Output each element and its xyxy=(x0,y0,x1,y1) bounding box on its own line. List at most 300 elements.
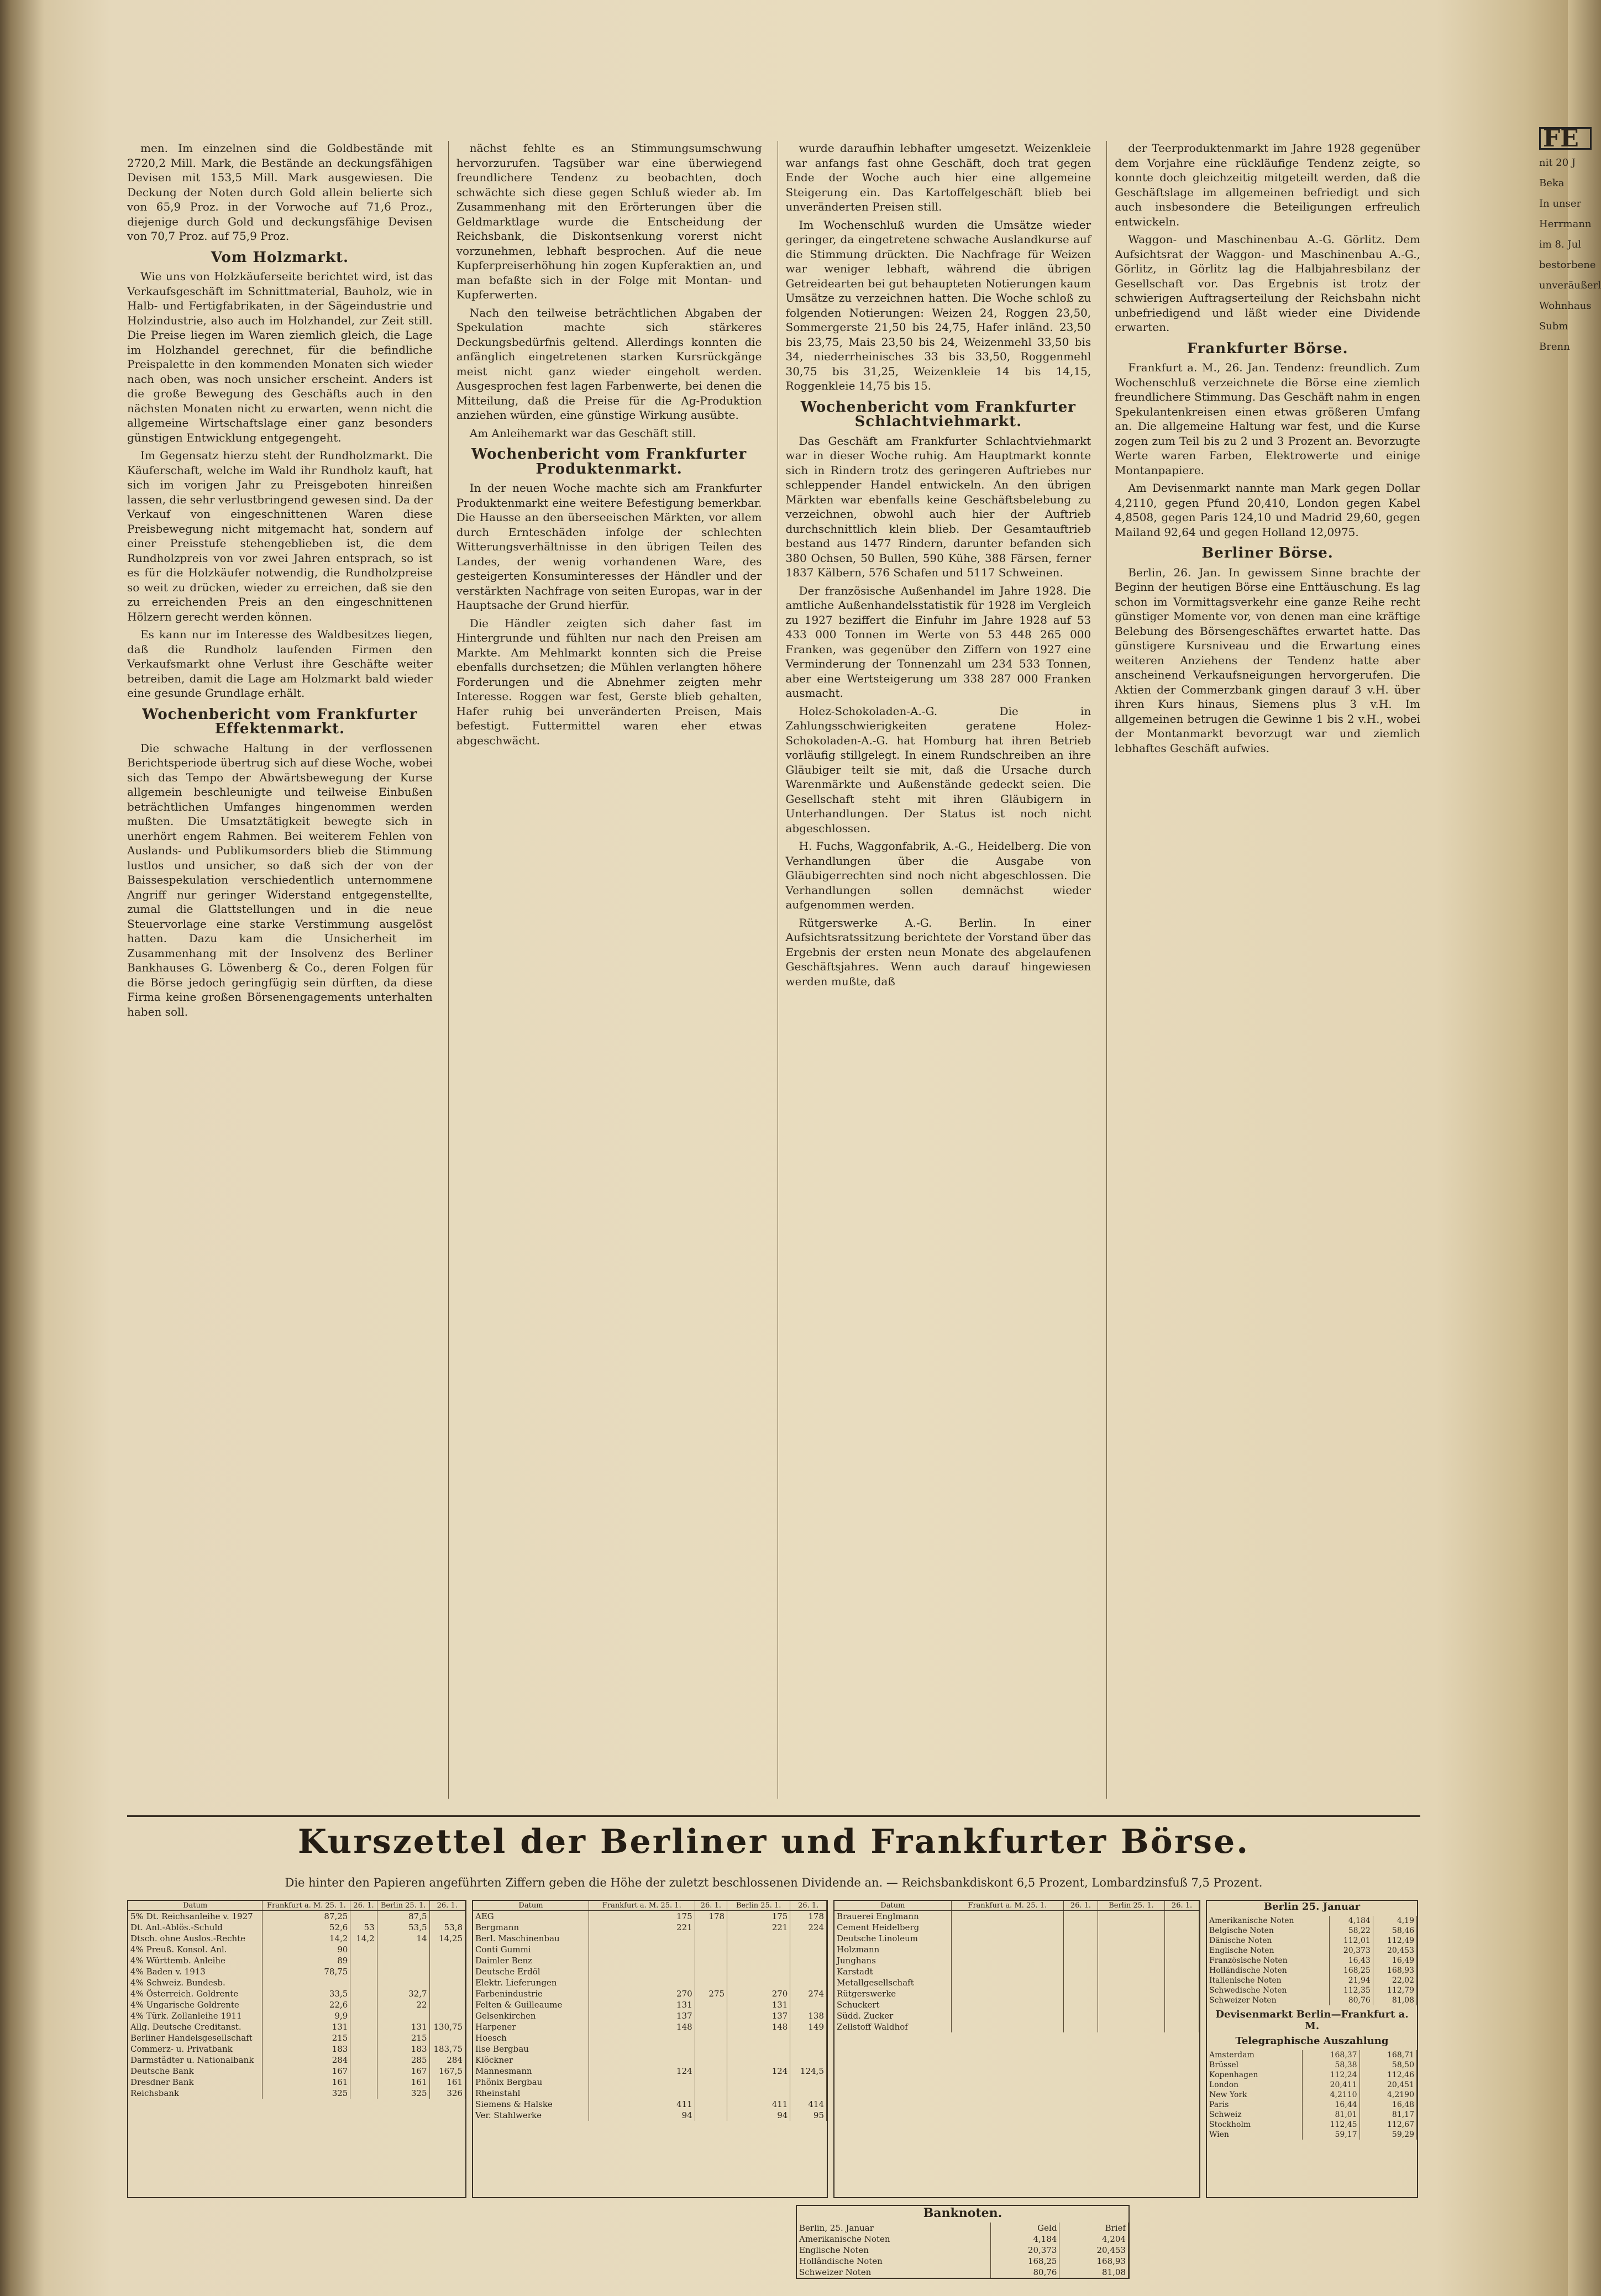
quote-cell: 16,48 xyxy=(1359,2100,1416,2110)
security-name: Holländische Noten xyxy=(1207,1966,1329,1975)
table-row xyxy=(128,2021,465,2032)
quote-cell xyxy=(790,1933,827,1944)
quote-cell: 161 xyxy=(263,2077,350,2088)
quote-cell: 21,94 xyxy=(1329,1975,1373,1985)
quote-cell xyxy=(1063,2010,1098,2021)
security-name: Felten & Guilleaume xyxy=(473,1999,589,2010)
quote-cell xyxy=(350,1955,377,1966)
security-name: Conti Gummi xyxy=(473,1944,589,1955)
quote-cell: 168,93 xyxy=(1373,1966,1416,1975)
quote-cell xyxy=(589,1955,695,1966)
paragraph: Rütgerswerke A.-G. Berlin. In einer Aufsichtsratssitzung berichtete der Vorstand über das Ergebnis der ersten neun Monate des abgelaufenen Geschäftsjahres. Wenn auch darauf hingewiesen werden mußte, daß xyxy=(785,916,1091,988)
security-name: Elektr. Lieferungen xyxy=(473,1977,589,1988)
strip-text: bestorbene xyxy=(1539,259,1596,271)
quote-cell: 20,411 xyxy=(1303,2080,1359,2090)
quote-cell xyxy=(350,2055,377,2066)
quote-cell xyxy=(429,2010,465,2021)
quote-cell xyxy=(350,1944,377,1955)
quote-cell xyxy=(790,1944,827,1955)
paragraph: Wie uns von Holzkäuferseite berichtet wird, ist das Verkaufsgeschäft im Schnittmaterial, Bauholz, wie in Halb- und Fertigfabrikaten, in der Sägeindustrie und Holzindustrie, also auch im Holzhandel, zur Zeit still. Die Preise liegen im Waren ziemlich gleich, die Lage im Holzhandel gerechnet, für die befindliche Preispalette in den kommenden Monaten sich wieder nach oben, was noch unsicher erscheint. Anders ist die große Bewegung des Geschäfts auch in den nächsten Monaten nicht zu erwarten, wenn nicht die allgemeine Wirtschaftslage einer ganz besonders günstigen Entwicklung entgegengeht. xyxy=(127,270,433,444)
security-name: 4% Österreich. Goldrente xyxy=(128,1988,263,1999)
quote-cell xyxy=(429,1955,465,1966)
table-row xyxy=(473,2055,827,2066)
market-title: Kurszettel der Berliner und Frankfurter Börse. xyxy=(297,1822,1250,1861)
quote-cell xyxy=(1098,1922,1164,1933)
quote-cell xyxy=(589,2043,695,2055)
quote-cell: 58,38 xyxy=(1303,2060,1359,2070)
quote-cell xyxy=(951,1922,1063,1933)
heading-produktenmarkt: Wochenbericht vom Frankfurter Produktenmarkt. xyxy=(471,446,747,477)
quote-cell xyxy=(951,1977,1063,1988)
security-name: Schwedische Noten xyxy=(1207,1985,1329,1995)
quote-cell xyxy=(377,1955,429,1966)
quote-cell: 178 xyxy=(790,1911,827,1922)
quote-table-1 xyxy=(127,1900,466,2198)
security-name: Paris xyxy=(1207,2100,1303,2110)
exchange-row xyxy=(1207,2070,1417,2080)
quote-cell: 270 xyxy=(727,1988,790,1999)
quote-cell xyxy=(1098,1966,1164,1977)
exchange-row xyxy=(1207,1916,1417,1926)
quote-cell: 112,67 xyxy=(1359,2120,1416,2130)
banknote-row xyxy=(797,2267,1128,2278)
quote-cell: 59,29 xyxy=(1359,2130,1416,2140)
quote-cell: 89 xyxy=(263,1955,350,1966)
security-name: Klöckner xyxy=(473,2055,589,2066)
quote-cell: 14 xyxy=(377,1933,429,1944)
column-header: Berlin 25. 1. xyxy=(727,1901,790,1911)
quote-cell xyxy=(350,1999,377,2010)
quote-cell xyxy=(1098,1944,1164,1955)
strip-text: Beka xyxy=(1539,177,1565,189)
quote-cell xyxy=(695,1999,727,2010)
quote-cell: 411 xyxy=(727,2099,790,2110)
table-row xyxy=(128,2010,465,2021)
paragraph: Nach den teilweise beträchtlichen Abgaben der Spekulation machte sich stärkeres Deckungsbedürfnis geltend. Allerdings konnten die anfänglich eingetretenen starken Kursrückgänge meist nicht ganz wieder eingeholt werden. Ausgesprochen fest lagen Farbenwerte, bei denen die Mitteilung, daß die Preise für die Ag-Produktion anziehen würden, eine günstige Wirkung ausübte. xyxy=(456,306,762,422)
paragraph: Im Wochenschluß wurden die Umsätze wieder geringer, da eingetretene schwache Auslandkurse auf die Stimmung drückten. Die Nachfrage für Weizen war weniger lebhaft, während die übrigen Getreidearten bei gut behaupteten Notierungen kaum Umsätze zu verzeichnen hatten. Die Woche schloß zu folgenden Notierungen: Weizen 24, Roggen 23,50, Sommergerste 21,50 bis 24,75, Hafer inländ. 23,50 bis 23,75, Mais 23,50 bis 24, Weizenmehl 33,50 bis 34, niederrheinisches 33 bis 33,50, Roggenmehl 30,75 bis 31,25, Weizenkleie 14 bis 14,15, Roggenkleie 14,75 bis 15. xyxy=(785,218,1091,392)
quote-cell xyxy=(727,1933,790,1944)
quote-cell: 4,2110 xyxy=(1303,2090,1359,2100)
quote-cell xyxy=(1098,1999,1164,2010)
quote-cell xyxy=(695,2088,727,2099)
paragraph: Berlin, 26. Jan. In gewissem Sinne brachte der Beginn der heutigen Börse eine Enttäuschung. Es lag schon im Vormittagsverkehr eine ganze Reihe recht günstiger Momente vor, von denen man eine kräftige Belebung des Börsengeschäftes erwartet hatte. Das günstigere Kursniveau und die Erwartung eines weiteren Anziehens der Tendenz hatte aber anscheinend Verkaufsneigungen hervorgerufen. Die Aktien der Commerzbank gingen darauf 3 v.H. über ihren Kurs hinaus, Siemens plus 3 v.H. Im allgemeinen betrugen die Gewinne 1 bis 2 v.H., wobei der Montanmarkt bevorzugt war und ziemlich lebhaftes Geschäft aufwies. xyxy=(1115,565,1420,755)
security-name: Zellstoff Waldhof xyxy=(834,2021,951,2032)
security-name: Metallgesellschaft xyxy=(834,1977,951,1988)
column-header: 26. 1. xyxy=(790,1901,827,1911)
quote-cell xyxy=(350,2010,377,2021)
table-row xyxy=(834,1911,1199,1922)
quote-cell: 124 xyxy=(727,2066,790,2077)
quote-cell: 124,5 xyxy=(790,2066,827,2077)
quote-cell: 168,25 xyxy=(990,2256,1059,2267)
quote-cell: 53,5 xyxy=(377,1922,429,1933)
quote-cell: 90 xyxy=(263,1944,350,1955)
table-row xyxy=(473,1966,827,1977)
table-row xyxy=(834,1933,1199,1944)
column-header: Frankfurt a. M. 25. 1. xyxy=(951,1901,1063,1911)
quote-cell: 178 xyxy=(695,1911,727,1922)
quote-cell xyxy=(951,1966,1063,1977)
security-name: Holländische Noten xyxy=(797,2256,990,2267)
quote-cell: 149 xyxy=(790,2021,827,2032)
security-name: Schweizer Noten xyxy=(797,2267,990,2278)
quote-cell xyxy=(790,2088,827,2099)
security-name: Schweiz xyxy=(1207,2110,1303,2120)
quote-cell xyxy=(695,1922,727,1933)
paragraph: Im Gegensatz hierzu steht der Rundholzmarkt. Die Käuferschaft, welche im Wald ihr Rundholz kauft, hat sich im vorigen Jahr zu Preisgeboten hinreißen lassen, die sehr verlustbringend gewesen sind. Da der Verkauf von eingeschnittenen Waren diese Preisbewegung nicht mitgemacht hat, sondern auf einer Preisstufe stehengeblieben ist, die dem Rundholzpreis von vor zwei Jahren entsprach, so ist es für die Holzkäufer notwendig, die Rundholzpreise so weit zu drücken, wieder zu erreichen, daß sie den zu erreichenden Preis an den eingeschnittenen Hölzern gerecht werden können. xyxy=(127,449,433,623)
paragraph: Die Händler zeigten sich daher fast im Hintergrunde und fühlten nur nach den Preisen am Markte. Am Mehlmarkt konnten sich die Preise ebenfalls durchsetzen; die Mühlen verlangten höhere Forderungen und die Abnehmer zeigten mehr Interesse. Roggen war fest, Gerste blieb gehalten, Hafer ruhig bei unveränderten Preisen, Mais befestigt. Futtermittel waren eher etwas abgeschwächt. xyxy=(456,616,762,747)
security-name: 4% Schweiz. Bundesb. xyxy=(128,1977,263,1988)
security-name: Dtsch. ohne Auslos.-Rechte xyxy=(128,1933,263,1944)
column-4 xyxy=(1106,141,1420,1799)
quote-cell xyxy=(1098,1911,1164,1922)
exchange-row xyxy=(1207,1995,1417,2005)
quote-cell xyxy=(790,1966,827,1977)
security-name: 4% Württemb. Anleihe xyxy=(128,1955,263,1966)
quote-cell xyxy=(589,2032,695,2043)
column-header: 26. 1. xyxy=(695,1901,727,1911)
quote-cell xyxy=(429,1966,465,1977)
table-row xyxy=(473,1933,827,1944)
sidebar-caption: Telegraphische Auszahlung xyxy=(1235,2035,1389,2047)
security-name: 4% Baden v. 1913 xyxy=(128,1966,263,1977)
quote-cell xyxy=(1063,1933,1098,1944)
table-row xyxy=(473,2032,827,2043)
column-header: 26. 1. xyxy=(350,1901,377,1911)
quote-cell xyxy=(951,2010,1063,2021)
table-row xyxy=(473,2066,827,2077)
quote-cell: 137 xyxy=(727,2010,790,2021)
quote-cell xyxy=(1098,1977,1164,1988)
quote-cell xyxy=(589,1977,695,1988)
quote-cell xyxy=(1063,1966,1098,1977)
quote-cell xyxy=(429,1988,465,1999)
quote-cell: 59,17 xyxy=(1303,2130,1359,2140)
security-name: 4% Preuß. Konsol. Anl. xyxy=(128,1944,263,1955)
column-header: Datum xyxy=(128,1901,263,1911)
quote-cell xyxy=(695,1955,727,1966)
quote-cell xyxy=(1063,1988,1098,1999)
quote-cell xyxy=(727,1977,790,1988)
strip-text: im 8. Jul xyxy=(1539,239,1582,250)
security-name: Amsterdam xyxy=(1207,2050,1303,2060)
quote-cell: 81,17 xyxy=(1359,2110,1416,2120)
exchange-row xyxy=(1207,1956,1417,1966)
table-row xyxy=(473,1999,827,2010)
quote-cell: 81,08 xyxy=(1373,1995,1416,2005)
quote-cell: 16,43 xyxy=(1329,1956,1373,1966)
quote-cell xyxy=(1063,2021,1098,2032)
security-name: Farbenindustrie xyxy=(473,1988,589,1999)
security-name: Ver. Stahlwerke xyxy=(473,2110,589,2121)
quote-cell xyxy=(695,2066,727,2077)
quote-cell: 131 xyxy=(377,2021,429,2032)
quote-cell xyxy=(589,2077,695,2088)
security-name: Amerikanische Noten xyxy=(797,2234,990,2245)
quote-cell: 168,71 xyxy=(1359,2050,1416,2060)
security-name: Holzmann xyxy=(834,1944,951,1955)
banknotes-caption: Banknoten. xyxy=(923,2206,1002,2220)
table-row xyxy=(128,1988,465,1999)
paragraph: Die schwache Haltung in der verflossenen Berichtsperiode übertrug sich auf diese Woche, wobei sich das Tempo der Abwärtsbewegung der Kurse allgemein beschleunigte und teilweise Einbußen beträchtlichen Umfanges hingenommen werden mußten. Die Umsatztätigkeit bewegte sich in unerhört engem Rahmen. Bei weiterem Fehlen von Auslands- und Publikumsorders blieb die Stimmung lustlos und unsicher, so daß sich der von der Baissespekulation verschiedentlich unternommene Angriff nur geringer Widerstand entgegenstellte, zumal die Glattstellungen und in die neue Steuervorlage eine starke Verstimmung ausgelöst hatten. Dazu kam die Unsicherheit im Zusammenhang mit der Insolvenz des Berliner Bankhauses G. Löwenberg & Co., deren Folgen für die Börse jedoch geringfügig sein dürften, da diese Firma keine großen Börsenengagements unterhalten haben soll. xyxy=(127,741,433,1018)
column-1 xyxy=(127,141,433,1799)
quote-cell xyxy=(1165,1933,1199,1944)
security-name: Cement Heidelberg xyxy=(834,1922,951,1933)
quote-cell: 81,01 xyxy=(1303,2110,1359,2120)
quote-cell: 58,46 xyxy=(1373,1926,1416,1936)
quote-cell: 284 xyxy=(263,2055,350,2066)
quote-cell xyxy=(1165,1977,1199,1988)
security-name: Ilse Bergbau xyxy=(473,2043,589,2055)
quote-cell xyxy=(790,2032,827,2043)
security-name: Kopenhagen xyxy=(1207,2070,1303,2080)
quote-cell xyxy=(1165,2021,1199,2032)
heading-frankfurter-boerse: Frankfurter Börse. xyxy=(1187,340,1348,357)
security-name: Darmstädter u. Nationalbank xyxy=(128,2055,263,2066)
quote-cell xyxy=(377,1977,429,1988)
exchange-row xyxy=(1207,1975,1417,1985)
quote-cell: 148 xyxy=(727,2021,790,2032)
quote-cell: 274 xyxy=(790,1988,827,1999)
quote-cell xyxy=(350,2066,377,2077)
security-name: Berl. Maschinenbau xyxy=(473,1933,589,1944)
quote-cell: 414 xyxy=(790,2099,827,2110)
exchange-row xyxy=(1207,1966,1417,1975)
quote-cell: 20,451 xyxy=(1359,2080,1416,2090)
security-name: Stockholm xyxy=(1207,2120,1303,2130)
strip-text: nit 20 J xyxy=(1539,157,1576,169)
table-row xyxy=(128,1944,465,1955)
paragraph: In der neuen Woche machte sich am Frankfurter Produktenmarkt eine weitere Befestigung bemerkbar. Die Hausse an den überseeischen Märkten, vor allem durch Ernteschäden infolge der schlechten Witterungsverhältnisse in den übrigen Teilen des Landes, der wenig vorhandenen Ware, des gesteigerten Konsuminteresses der Händler und der verstärkten Nachfrage von seiten Europas, war in der Hauptsache der Grund hierfür. xyxy=(456,481,762,612)
quote-cell xyxy=(429,1999,465,2010)
quote-cell xyxy=(377,1944,429,1955)
quote-cell xyxy=(695,2010,727,2021)
column-header: Berlin 25. 1. xyxy=(377,1901,429,1911)
table-row xyxy=(473,2110,827,2121)
quote-cell: 14,2 xyxy=(263,1933,350,1944)
exchange-row xyxy=(1207,1985,1417,1995)
quote-cell xyxy=(1063,1922,1098,1933)
quote-cell: 20,453 xyxy=(1373,1946,1416,1956)
quote-cell: 167 xyxy=(377,2066,429,2077)
table-row xyxy=(128,2043,465,2055)
table-row xyxy=(834,1988,1199,1999)
table-row xyxy=(834,1977,1199,1988)
paragraph: Frankfurt a. M., 26. Jan. Tendenz: freundlich. Zum Wochenschluß verzeichnete die Börse eine ziemlich freundlichere Stimmung. Das Geschäft nahm in engen Spekulantenkreisen einen etwas größeren Umfang an. Die allgemeine Haltung war fest, und die Kurse zogen zum Teil bis zu 2 und 3 Prozent an. Bevorzugte Werte waren Farben, Elektrowerte und einige Montanpapiere. xyxy=(1115,361,1420,477)
quote-cell xyxy=(1063,1999,1098,2010)
quote-cell: 175 xyxy=(727,1911,790,1922)
article-columns xyxy=(127,141,1420,1799)
exchange-row xyxy=(1207,2080,1417,2090)
table-row xyxy=(834,2010,1199,2021)
quote-cell xyxy=(951,1999,1063,2010)
column-3 xyxy=(778,141,1091,1799)
quote-cell: Brief xyxy=(1059,2223,1128,2234)
quote-cell: 167,5 xyxy=(429,2066,465,2077)
sidebar-caption: Devisenmarkt Berlin—Frankfurt a. M. xyxy=(1215,2009,1409,2032)
quote-cell xyxy=(1098,2010,1164,2021)
quote-cell xyxy=(350,1911,377,1922)
table-row xyxy=(128,1955,465,1966)
table-row xyxy=(834,1944,1199,1955)
quote-cell xyxy=(1165,2010,1199,2021)
table-row xyxy=(473,2010,827,2021)
quote-cell xyxy=(350,2077,377,2088)
exchange-row xyxy=(1207,1926,1417,1936)
paragraph: Am Devisenmarkt nannte man Mark gegen Dollar 4,2110, gegen Pfund 20,410, London gegen Kabel 4,8508, gegen Paris 124,10 und Madrid 29,60, gegen Mailand 92,64 und gegen Holland 12,0975. xyxy=(1115,481,1420,539)
quote-cell xyxy=(589,1933,695,1944)
banknote-row xyxy=(797,2223,1128,2234)
quote-cell xyxy=(727,2055,790,2066)
quote-cell xyxy=(951,1955,1063,1966)
quote-cell: 52,6 xyxy=(263,1922,350,1933)
column-header: 26. 1. xyxy=(1063,1901,1098,1911)
quote-cell: 112,79 xyxy=(1373,1985,1416,1995)
security-name: Rütgerswerke xyxy=(834,1988,951,1999)
quote-cell xyxy=(589,1966,695,1977)
quote-cell xyxy=(1165,1911,1199,1922)
quote-cell xyxy=(727,2077,790,2088)
quote-cell: 183 xyxy=(377,2043,429,2055)
quote-cell xyxy=(695,1966,727,1977)
quote-cell xyxy=(589,1944,695,1955)
paragraph: men. Im einzelnen sind die Goldbestände mit 2720,2 Mill. Mark, die Bestände an deckungsfähigen Devisen mit 153,5 Mill. Mark ausgewiesen. Die Deckung der Noten durch Gold allein belierte sich von 65,9 Proz. in der Vorwoche auf 71,6 Proz., diejenige durch Gold und deckungsfähige Devisen von 70,7 Proz. auf 75,9 Proz. xyxy=(127,141,433,243)
quote-cell xyxy=(1165,1988,1199,1999)
paragraph: Das Geschäft am Frankfurter Schlachtviehmarkt war in dieser Woche ruhig. Am Hauptmarkt konnte sich in Rindern trotz des geringeren Auftriebes nur schleppender Handel entwickeln. An den übrigen Märkten war ebenfalls keine Geschäftsbelebung zu verzeichnen, obwohl auch hier der Auftrieb durchschnittlich klein blieb. Der Gesamtauftrieb bestand aus 1477 Rindern, darunter befanden sich 380 Ochsen, 50 Bullen, 590 Kühe, 388 Färsen, ferner 1837 Kälbern, 576 Schafen und 5117 Schweinen. xyxy=(785,434,1091,579)
quote-cell: 168,25 xyxy=(1329,1966,1373,1975)
quote-cell: 215 xyxy=(263,2032,350,2043)
strip-text: Wohnhaus xyxy=(1539,300,1592,312)
quote-cell: 20,453 xyxy=(1059,2245,1128,2256)
paragraph: wurde daraufhin lebhafter umgesetzt. Weizenkleie war anfangs fast ohne Geschäft, doch trat gegen Ende der Woche auch hier eine allgemeine Steigerung ein. Das Kartoffelgeschäft blieb bei unveränderten Preisen still. xyxy=(785,141,1091,213)
quote-cell xyxy=(350,1966,377,1977)
quote-cell xyxy=(1063,1944,1098,1955)
table-row xyxy=(473,2043,827,2055)
table-row xyxy=(473,2088,827,2099)
quote-cell xyxy=(951,1944,1063,1955)
quote-cell: 326 xyxy=(429,2088,465,2099)
security-name: Brauerei Englmann xyxy=(834,1911,951,1922)
quote-cell: 325 xyxy=(263,2088,350,2099)
security-name: Wien xyxy=(1207,2130,1303,2140)
security-name: Deutsche Erdöl xyxy=(473,1966,589,1977)
quote-cell xyxy=(1165,1999,1199,2010)
quote-cell xyxy=(695,1933,727,1944)
quote-cell xyxy=(1098,1988,1164,1999)
table-row xyxy=(473,1955,827,1966)
quote-cell xyxy=(695,2110,727,2121)
quote-cell xyxy=(1165,1966,1199,1977)
strip-text: unveräußerl xyxy=(1539,280,1601,291)
quote-cell: 4,184 xyxy=(990,2234,1059,2245)
quote-cell: 183 xyxy=(263,2043,350,2055)
security-name: 4% Türk. Zollanleihe 1911 xyxy=(128,2010,263,2021)
banknote-row xyxy=(797,2256,1128,2267)
quote-cell xyxy=(350,2032,377,2043)
quote-cell: 161 xyxy=(377,2077,429,2088)
security-name: Belgische Noten xyxy=(1207,1926,1329,1936)
quote-cell xyxy=(429,1977,465,1988)
quote-cell xyxy=(695,2099,727,2110)
table-row xyxy=(834,1966,1199,1977)
quote-cell: 221 xyxy=(589,1922,695,1933)
quote-cell xyxy=(695,2043,727,2055)
quote-cell xyxy=(790,2043,827,2055)
quote-cell: 4,19 xyxy=(1373,1916,1416,1926)
quote-cell: 175 xyxy=(589,1911,695,1922)
quote-cell xyxy=(1098,2021,1164,2032)
quote-cell: 53 xyxy=(350,1922,377,1933)
security-name: Bergmann xyxy=(473,1922,589,1933)
quote-cell: 16,44 xyxy=(1303,2100,1359,2110)
quote-cell xyxy=(1098,1955,1164,1966)
column-header: Datum xyxy=(473,1901,589,1911)
quote-cell xyxy=(727,1944,790,1955)
quote-cell: 94 xyxy=(727,2110,790,2121)
paragraph: Am Anleihemarkt war das Geschäft still. xyxy=(469,426,696,440)
exchange-row xyxy=(1207,2120,1417,2130)
quote-cell xyxy=(695,1977,727,1988)
quote-cell: 131 xyxy=(263,2021,350,2032)
security-name: 5% Dt. Reichsanleihe v. 1927 xyxy=(128,1911,263,1922)
masthead-fragment: FE xyxy=(1539,127,1592,150)
table-row xyxy=(128,2032,465,2043)
quote-cell xyxy=(589,2055,695,2066)
security-name: Commerz- u. Privatbank xyxy=(128,2043,263,2055)
quote-cell: 94 xyxy=(589,2110,695,2121)
banknote-row xyxy=(797,2245,1128,2256)
table-row xyxy=(128,2088,465,2099)
quote-cell: 22,6 xyxy=(263,1999,350,2010)
security-name: Mannesmann xyxy=(473,2066,589,2077)
exchange-sidebar xyxy=(1206,1900,1418,2198)
quote-cell: 112,01 xyxy=(1329,1936,1373,1946)
quote-cell: 167 xyxy=(263,2066,350,2077)
banknotes-table xyxy=(796,2205,1130,2279)
security-name: Siemens & Halske xyxy=(473,2099,589,2110)
quote-cell: 58,50 xyxy=(1359,2060,1416,2070)
quote-cell xyxy=(1165,1944,1199,1955)
quote-cell xyxy=(790,1977,827,1988)
quote-cell xyxy=(951,2021,1063,2032)
paragraph: Holez-Schokoladen-A.-G. Die in Zahlungsschwierigkeiten geratene Holez-Schokoladen-A.-G. hat Homburg hat ihren Betrieb vorläufig stillgelegt. In einem Rundschreiben an ihre Gläubiger teilt sie mit, daß die Ursache durch Warenmärkte und Außenstände gedeckt seien. Die Gesellschaft steht mit ihren Gläubigern in Unterhandlungen. Der Status ist noch nicht abgeschlossen. xyxy=(785,704,1091,835)
security-name: Hoesch xyxy=(473,2032,589,2043)
paragraph: Es kann nur im Interesse des Waldbesitzes liegen, daß die Rundholz laufenden Firmen den Verkaufsmarkt ohne Verlust ihre Geschäfte weiter betreiben, damit die Lage am Holzmarkt bald wieder eine gesunde Grundlage erhält. xyxy=(127,628,433,700)
market-subtitle: Die hinter den Papieren angeführten Ziffern geben die Höhe der zuletzt beschlossenen Dividende an. — Reichsbankdiskont 6,5 Prozent, Lombardzinsfuß 7,5 Prozent. xyxy=(285,1876,1263,1889)
security-name: Gelsenkirchen xyxy=(473,2010,589,2021)
security-name: Amerikanische Noten xyxy=(1207,1916,1329,1926)
quote-cell xyxy=(695,2032,727,2043)
quote-cell xyxy=(727,1966,790,1977)
paragraph: der Teerproduktenmarkt im Jahre 1928 gegenüber dem Vorjahre eine rückläufige Tendenz zeigte, so konnte doch gleichzeitig mitgeteilt werden, daß die Geschäftslage im allgemeinen befriedigt und sich auch insbesondere die Beteiligungen erfreulich entwickeln. xyxy=(1115,141,1420,228)
security-name: Südd. Zucker xyxy=(834,2010,951,2021)
column-header: Frankfurt a. M. 25. 1. xyxy=(263,1901,350,1911)
quote-cell xyxy=(727,2043,790,2055)
quote-cell xyxy=(350,1988,377,1999)
strip-text: Brenn xyxy=(1539,341,1570,353)
quote-cell: 183,75 xyxy=(429,2043,465,2055)
table-row xyxy=(834,1922,1199,1933)
exchange-row xyxy=(1207,2110,1417,2120)
security-name: Karstadt xyxy=(834,1966,951,1977)
quote-cell: 112,46 xyxy=(1359,2070,1416,2080)
quote-cell: 130,75 xyxy=(429,2021,465,2032)
exchange-row xyxy=(1207,1936,1417,1946)
quote-cell xyxy=(377,1966,429,1977)
quote-cell xyxy=(377,2010,429,2021)
quote-cell: 4,184 xyxy=(1329,1916,1373,1926)
banknote-row xyxy=(797,2234,1128,2245)
